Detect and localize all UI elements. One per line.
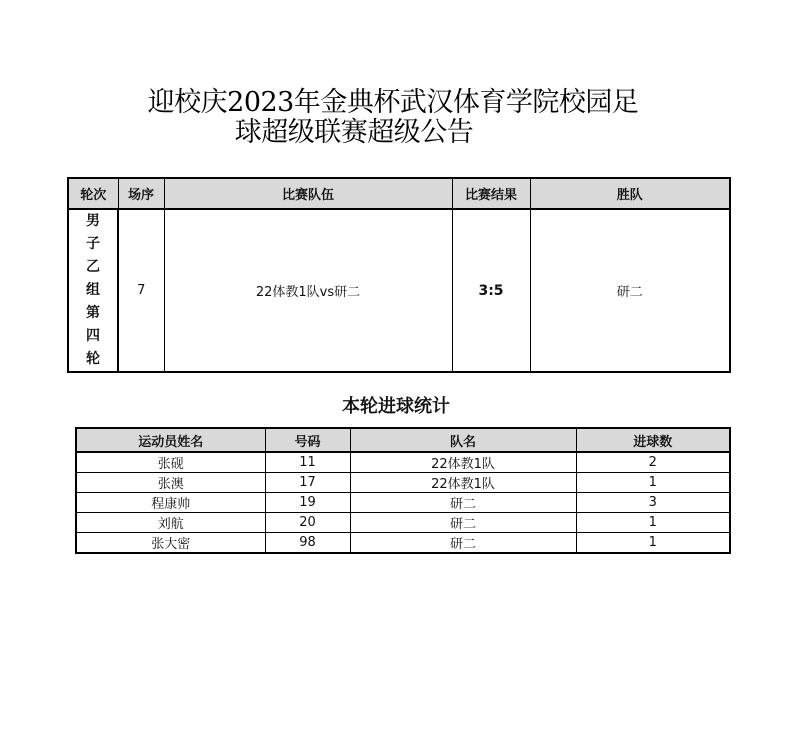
teams-cell: 22体教1队vs研二 bbox=[164, 209, 452, 372]
player-name: 张澳 bbox=[76, 473, 265, 493]
round-cell bbox=[68, 209, 118, 372]
table-row bbox=[76, 533, 730, 554]
player-team: 研二 bbox=[350, 533, 576, 554]
goals-table bbox=[75, 427, 731, 554]
match-result-table bbox=[67, 177, 731, 373]
round-char: 组 bbox=[86, 282, 100, 298]
player-team: 22体教1队 bbox=[350, 452, 576, 473]
round-char: 轮 bbox=[86, 351, 100, 367]
winner-cell: 研二 bbox=[530, 209, 730, 372]
result-cell: 3:5 bbox=[452, 209, 530, 372]
page-title-line-1: 迎校庆2023年金典杯武汉体育学院校园足 bbox=[147, 87, 639, 118]
header-match-no: 场序 bbox=[118, 178, 164, 209]
table-row bbox=[76, 452, 730, 473]
round-char: 子 bbox=[86, 236, 100, 252]
match-row bbox=[68, 209, 730, 372]
player-number: 19 bbox=[265, 493, 350, 513]
player-team: 研二 bbox=[350, 513, 576, 533]
header-winner: 胜队 bbox=[530, 178, 730, 209]
player-goals: 1 bbox=[576, 473, 730, 493]
goals-section-title: 本轮进球统计 bbox=[342, 396, 450, 417]
player-number: 98 bbox=[265, 533, 350, 554]
header-teams: 比赛队伍 bbox=[164, 178, 452, 209]
round-char: 第 bbox=[86, 305, 100, 321]
match-no-cell: 7 bbox=[118, 209, 164, 372]
player-number: 17 bbox=[265, 473, 350, 493]
player-name: 张砚 bbox=[76, 452, 265, 473]
round-char: 男 bbox=[86, 213, 100, 229]
player-goals: 3 bbox=[576, 493, 730, 513]
table-row bbox=[76, 513, 730, 533]
header-result: 比赛结果 bbox=[452, 178, 530, 209]
player-name: 张大密 bbox=[76, 533, 265, 554]
player-team: 研二 bbox=[350, 493, 576, 513]
header-number: 号码 bbox=[265, 428, 350, 452]
header-goals: 进球数 bbox=[576, 428, 730, 452]
header-player-name: 运动员姓名 bbox=[76, 428, 265, 452]
table-row bbox=[76, 473, 730, 493]
header-round: 轮次 bbox=[68, 178, 118, 209]
player-number: 20 bbox=[265, 513, 350, 533]
table-row bbox=[76, 493, 730, 513]
round-char: 四 bbox=[86, 328, 100, 344]
player-goals: 1 bbox=[576, 533, 730, 554]
player-name: 程康帅 bbox=[76, 493, 265, 513]
player-number: 11 bbox=[265, 452, 350, 473]
goals-header-row bbox=[76, 428, 730, 452]
round-char: 乙 bbox=[86, 259, 100, 275]
page-title-line-2: 球超级联赛超级公告 bbox=[234, 117, 474, 148]
player-goals: 1 bbox=[576, 513, 730, 533]
match-header-row bbox=[68, 178, 730, 209]
header-team-name: 队名 bbox=[350, 428, 576, 452]
player-team: 22体教1队 bbox=[350, 473, 576, 493]
player-name: 刘航 bbox=[76, 513, 265, 533]
player-goals: 2 bbox=[576, 452, 730, 473]
